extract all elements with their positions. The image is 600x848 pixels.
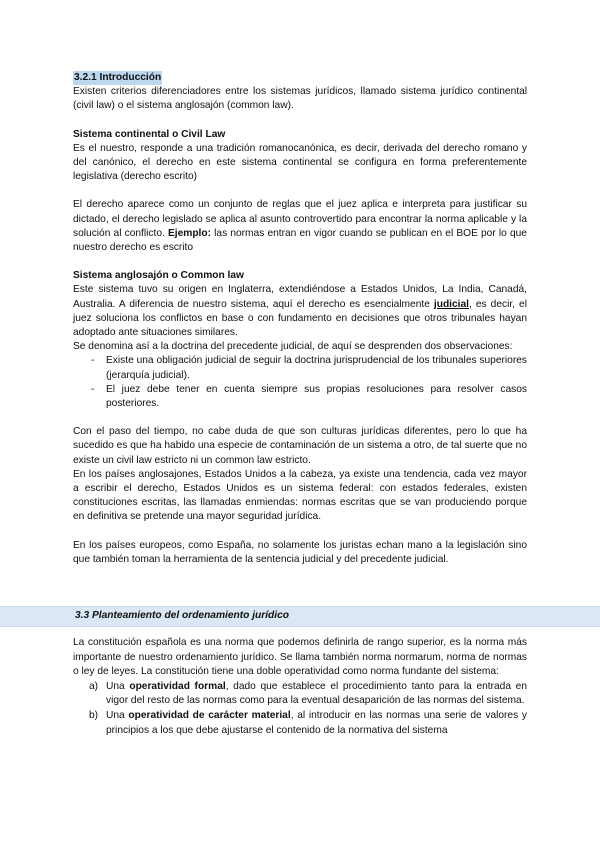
section-33-paragraph-1: La constitución española es una norma que podemos definirla de rango superior, es la norma más importante de nuestro ordenamiento jurídico. Se llama también norma normarum, norma de normas o ley de leyes. La constitución tiene una doble operatividad como norma fundante del sistema: <box>73 637 527 678</box>
main-text-column <box>73 71 527 567</box>
observations-list <box>73 354 527 411</box>
operatividad-list <box>73 680 527 738</box>
judicial-term: judicial <box>433 298 470 310</box>
section-33-text <box>73 636 527 738</box>
section-33-title: 3.3 Planteamiento del ordenamiento jurídico <box>75 610 289 621</box>
common-law-paragraph-2: Se denomina así a la doctrina del precedente judicial, de aquí se desprenden dos observaciones: <box>73 341 513 353</box>
list-item: - El juez debe tener en cuenta siempre sus propias resoluciones para resolver casos posteriores. <box>91 383 527 410</box>
civil-law-paragraph-1: Es el nuestro, responde a una tradición romanocanónica, es decir, derivada del derecho romano y del canónico, el derecho en este sistema continental se configura en forma preferentemente legislativa (derecho escrito) <box>73 142 527 183</box>
civil-law-paragraph-2: El derecho aparece como un conjunto de reglas que el juez aplica e interpreta para justificar su dictado, el derecho legislado se aplica al asunto controvertido para encontrar la norma aplicable y la solución al conflicto. Ejemplo: las normas entran en vigor cuando se publican en el BOE por lo que nuestro derecho es escrito <box>73 199 527 254</box>
list-item: b) Una operatividad de carácter material, al introducir en las normas una serie de valores y principios a los que debe ajustarse el contenido de la normativa del sistema <box>89 709 527 736</box>
intro-paragraph: Existen criterios diferenciadores entre los sistemas jurídicos, llamado sistema jurídico continental (civil law) o el sistema anglosajón (common law). <box>73 86 527 112</box>
civil-law-heading: Sistema continental o Civil Law <box>73 128 226 140</box>
common-law-paragraph-1: Este sistema tuvo su origen en Inglaterra, extendiéndose a Estados Unidos, La India, Canadá, Australia. A diferencia de nuestro sistema, aquí el derecho es esencialmente judicial, es decir, el juez soluciona los conflictos en base o con fundamento en decisiones que otros tribunales hayan adoptado ante situaciones similares. <box>73 284 527 339</box>
list-item: a) Una operatividad formal, dado que establece el procedimiento tanto para la entrada en vigor del resto de las normas como para la eventual desaparición de las normas del sistema. <box>89 680 527 707</box>
common-law-heading: Sistema anglosajón o Common law <box>73 270 244 282</box>
common-law-paragraph-5: En los países europeos, como España, no solamente los juristas echan mano a la legislación sino que también toman la herramienta de la sentencia judicial y del precedente judicial. <box>73 539 527 565</box>
common-law-paragraph-4: En los países anglosajones, Estados Unidos a la cabeza, ya existe una tendencia, cada vez mayor a escribir el derecho, Estados Unidos es un sistema federal: con estados federales, existen constituciones escritas, las llamadas enmiendas: normas escritas que se van produciendo porque en definitiva se pretende una mayor seguridad jurídica. <box>73 468 527 523</box>
example-label: Ejemplo: <box>167 227 211 239</box>
intro-heading: 3.2.1 Introducción <box>73 71 162 85</box>
list-item: - Existe una obligación judicial de seguir la doctrina jurisprudencial de los tribunales superiores (jerarquía judicial). <box>91 355 527 381</box>
common-law-paragraph-3: Con el paso del tiempo, no cabe duda de que son culturas jurídicas diferentes, pero lo que ha sucedido es que ha habido una especie de contaminación de un sistema a otro, de tal suerte que no existe un civil law estricto ni un common law estricto. <box>73 426 527 466</box>
